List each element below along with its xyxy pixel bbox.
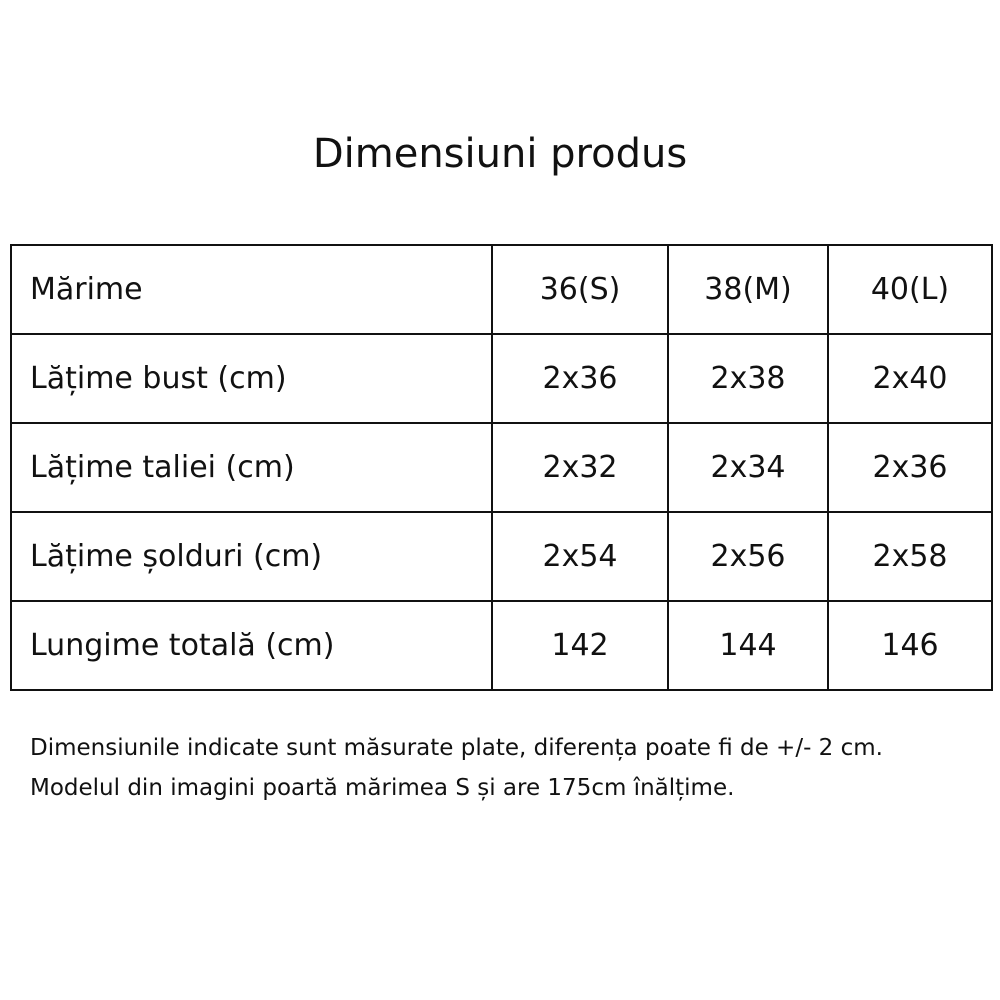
table-cell: 144 <box>668 601 828 690</box>
table-row <box>11 601 992 690</box>
page-title: Dimensiuni produs <box>312 131 688 177</box>
size-table <box>10 244 993 691</box>
size-header-s: 36(S) <box>492 245 668 334</box>
table-cell: 2x32 <box>492 423 668 512</box>
row-label: Lățime bust (cm) <box>11 334 492 423</box>
row-label: Lățime taliei (cm) <box>11 423 492 512</box>
table-cell: 2x36 <box>492 334 668 423</box>
header-label: Mărime <box>11 245 492 334</box>
table-row <box>11 423 992 512</box>
table-cell: 2x36 <box>828 423 992 512</box>
table-cell: 2x54 <box>492 512 668 601</box>
row-label: Lățime șolduri (cm) <box>11 512 492 601</box>
measurement-note: Dimensiunile indicate sunt măsurate plate, diferența poate fi de +/- 2 cm. <box>30 735 883 761</box>
model-note: Modelul din imagini poartă mărimea S și are 175cm înălțime. <box>30 775 735 801</box>
table-row <box>11 512 992 601</box>
table-row <box>11 334 992 423</box>
table-cell: 2x38 <box>668 334 828 423</box>
size-header-m: 38(M) <box>668 245 828 334</box>
table-cell: 2x58 <box>828 512 992 601</box>
table-cell: 146 <box>828 601 992 690</box>
notes <box>30 728 990 808</box>
row-label: Lungime totală (cm) <box>11 601 492 690</box>
table-cell: 2x40 <box>828 334 992 423</box>
size-header-l: 40(L) <box>828 245 992 334</box>
table-header-row <box>11 245 992 334</box>
table-cell: 142 <box>492 601 668 690</box>
table-cell: 2x34 <box>668 423 828 512</box>
table-cell: 2x56 <box>668 512 828 601</box>
